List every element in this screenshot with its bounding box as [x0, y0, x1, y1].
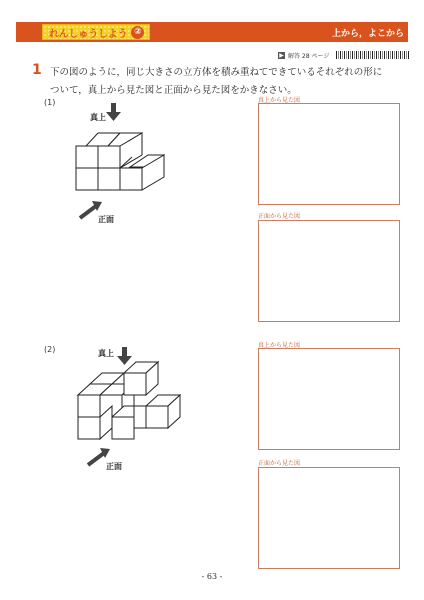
part-1-top-arrow [106, 103, 121, 121]
part-2-front-label: 正面 [106, 462, 122, 471]
unit-title: 上から，よこから [331, 29, 404, 39]
part-1-front-label: 正面 [98, 215, 114, 224]
lesson-title: れんしゅうしよう [49, 28, 128, 40]
part-1-top-view-label: 真上から見た図 [258, 97, 301, 104]
lesson-number: ② [131, 26, 144, 39]
part-2-front-view-label: 正面から見た図 [258, 460, 301, 467]
part-2-cube-figure [78, 362, 180, 439]
part-2-top-view-label: 真上から見た図 [258, 342, 301, 349]
part-1-front-view-label: 正面から見た図 [258, 213, 301, 220]
answer-reference-text: 解答 28 ページ [288, 52, 330, 60]
part-2-top-arrow [117, 347, 132, 365]
problem-number: 1 [32, 62, 42, 78]
instruction-line-2: ついて，真上から見た図と正面から見た図をかきなさい。 [50, 85, 297, 96]
part-2-top-label: 真上 [98, 349, 114, 358]
part-1-top-label: 真上 [90, 113, 106, 122]
play-icon: ▶ [279, 51, 284, 59]
part-2-front-arrow [88, 448, 110, 465]
part-1-front-arrow [80, 201, 102, 218]
instruction-line-1: 下の図のように，同じ大きさの立方体を積み重ねてできているそれぞれの形に [50, 67, 383, 78]
part-2-label: (2) [44, 345, 56, 354]
page-number: - 63 - [201, 572, 223, 581]
part-1-label: (1) [44, 98, 56, 107]
part-1-cube-figure [76, 133, 164, 190]
